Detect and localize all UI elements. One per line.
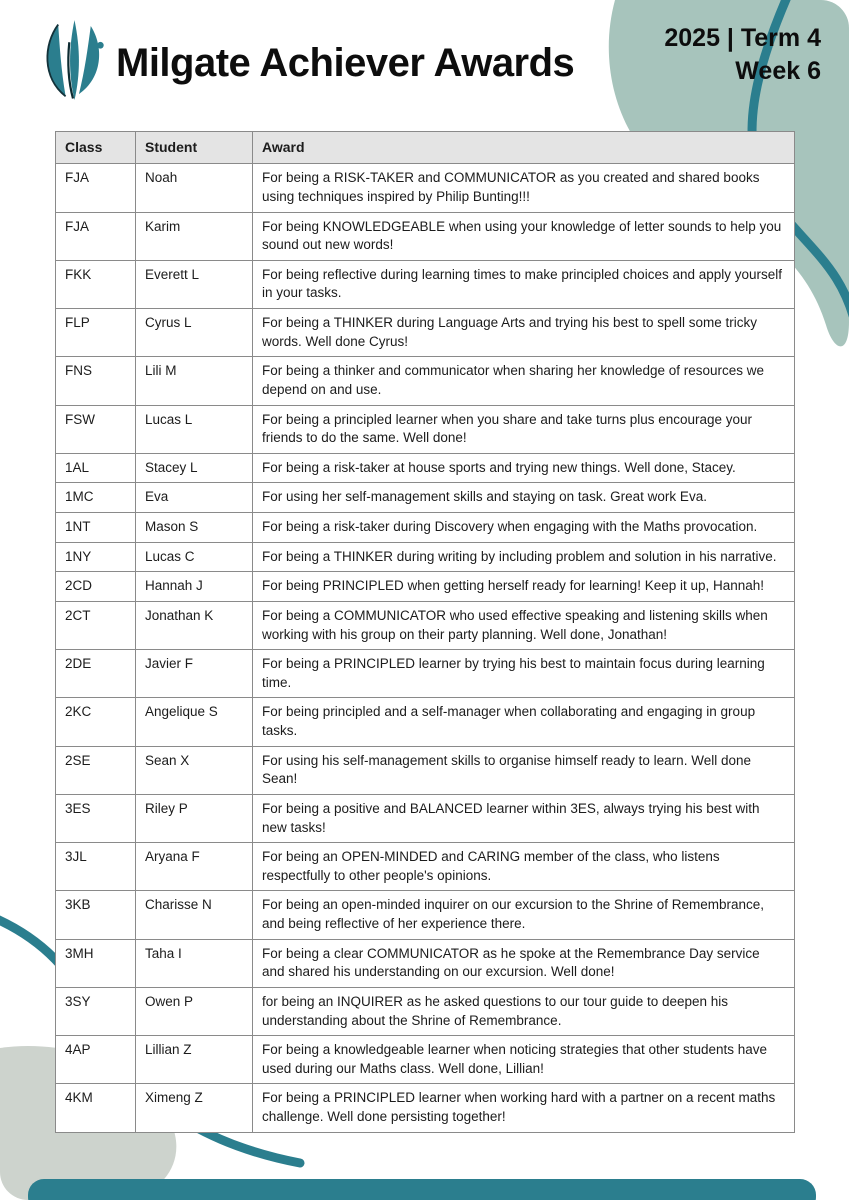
student-cell: Taha I (136, 939, 253, 987)
award-cell: For being PRINCIPLED when getting herself ready for learning! Keep it up, Hannah! (253, 572, 795, 602)
class-cell: 3SY (56, 987, 136, 1035)
award-cell: For being a positive and BALANCED learner within 3ES, always trying his best with new tasks! (253, 794, 795, 842)
table-row (56, 698, 795, 746)
student-cell: Charisse N (136, 891, 253, 939)
class-cell: 2CT (56, 601, 136, 649)
table-row (56, 572, 795, 602)
award-cell: For being an OPEN-MINDED and CARING member of the class, who listens respectfully to other people's opinions. (253, 843, 795, 891)
table-row (56, 987, 795, 1035)
table-header-row (56, 132, 795, 164)
term-line: 2025 | Term 4 (664, 24, 821, 52)
award-cell: For being a COMMUNICATOR who used effective speaking and listening skills when working with his group on their party planning. Well done, Jonathan! (253, 601, 795, 649)
class-cell: 4AP (56, 1036, 136, 1084)
class-cell: FJA (56, 164, 136, 212)
award-cell: For being a principled learner when you share and take turns plus encourage your friends to do the same. Well done! (253, 405, 795, 453)
award-cell: For being KNOWLEDGEABLE when using your knowledge of letter sounds to help you sound out new words! (253, 212, 795, 260)
class-cell: 2SE (56, 746, 136, 794)
student-cell: Javier F (136, 650, 253, 698)
table-row (56, 939, 795, 987)
award-cell: For being principled and a self-manager when collaborating and engaging in group tasks. (253, 698, 795, 746)
table-row (56, 891, 795, 939)
award-cell: for being an INQUIRER as he asked questions to our tour guide to deepen his understanding about the Shrine of Remembrance. (253, 987, 795, 1035)
table-row (56, 513, 795, 543)
milgate-plant-logo-icon (36, 12, 110, 114)
award-cell: For being a RISK-TAKER and COMMUNICATOR as you created and shared books using techniques inspired by Philip Bunting!!! (253, 164, 795, 212)
award-cell: For using his self-management skills to organise himself ready to learn. Well done Sean! (253, 746, 795, 794)
table-row (56, 212, 795, 260)
student-cell: Mason S (136, 513, 253, 543)
table-row (56, 746, 795, 794)
awards-table (55, 131, 795, 1133)
student-cell: Hannah J (136, 572, 253, 602)
term-week-badge (664, 22, 821, 88)
column-header-award: Award (253, 132, 795, 164)
award-cell: For being a THINKER during Language Arts and trying his best to spell some tricky words. Well done Cyrus! (253, 309, 795, 357)
student-cell: Lucas C (136, 542, 253, 572)
table-row (56, 164, 795, 212)
student-cell: Everett L (136, 260, 253, 308)
student-cell: Sean X (136, 746, 253, 794)
award-cell: For being a PRINCIPLED learner by trying his best to maintain focus during learning time. (253, 650, 795, 698)
table-row (56, 260, 795, 308)
student-cell: Stacey L (136, 453, 253, 483)
awards-table-body (56, 164, 795, 1132)
class-cell: 1NY (56, 542, 136, 572)
student-cell: Aryana F (136, 843, 253, 891)
student-cell: Ximeng Z (136, 1084, 253, 1132)
page-title: Milgate Achiever Awards (116, 40, 575, 85)
class-cell: FNS (56, 357, 136, 405)
table-row (56, 309, 795, 357)
bottom-teal-band (28, 1179, 816, 1200)
class-cell: 2KC (56, 698, 136, 746)
table-row (56, 483, 795, 513)
student-cell: Jonathan K (136, 601, 253, 649)
class-cell: 3JL (56, 843, 136, 891)
table-row (56, 453, 795, 483)
table-row (56, 794, 795, 842)
awards-table-container (55, 131, 795, 1133)
class-cell: 2DE (56, 650, 136, 698)
class-cell: 1AL (56, 453, 136, 483)
student-cell: Lillian Z (136, 1036, 253, 1084)
class-cell: FJA (56, 212, 136, 260)
student-cell: Lili M (136, 357, 253, 405)
student-cell: Owen P (136, 987, 253, 1035)
table-row (56, 1084, 795, 1132)
award-cell: For being a risk-taker at house sports and trying new things. Well done, Stacey. (253, 453, 795, 483)
class-cell: 4KM (56, 1084, 136, 1132)
student-cell: Eva (136, 483, 253, 513)
table-row (56, 1036, 795, 1084)
column-header-class: Class (56, 132, 136, 164)
column-header-student: Student (136, 132, 253, 164)
award-cell: For being an open-minded inquirer on our excursion to the Shrine of Remembrance, and being reflective of her experience there. (253, 891, 795, 939)
table-row (56, 405, 795, 453)
student-cell: Noah (136, 164, 253, 212)
award-cell: For being a THINKER during writing by including problem and solution in his narrative. (253, 542, 795, 572)
award-cell: For being a knowledgeable learner when noticing strategies that other students have used during our Maths class. Well done, Lillian! (253, 1036, 795, 1084)
student-cell: Lucas L (136, 405, 253, 453)
table-row (56, 843, 795, 891)
class-cell: FKK (56, 260, 136, 308)
class-cell: FLP (56, 309, 136, 357)
class-cell: FSW (56, 405, 136, 453)
table-row (56, 357, 795, 405)
award-cell: For being a risk-taker during Discovery when engaging with the Maths provocation. (253, 513, 795, 543)
week-line: Week 6 (735, 57, 821, 85)
class-cell: 2CD (56, 572, 136, 602)
award-cell: For being reflective during learning times to make principled choices and apply yourself in your tasks. (253, 260, 795, 308)
class-cell: 3MH (56, 939, 136, 987)
award-cell: For being a thinker and communicator when sharing her knowledge of resources we depend on and use. (253, 357, 795, 405)
table-row (56, 601, 795, 649)
class-cell: 1MC (56, 483, 136, 513)
class-cell: 3KB (56, 891, 136, 939)
student-cell: Cyrus L (136, 309, 253, 357)
award-cell: For being a clear COMMUNICATOR as he spoke at the Remembrance Day service and shared his understanding on our excursion. Well done! (253, 939, 795, 987)
class-cell: 3ES (56, 794, 136, 842)
table-row (56, 542, 795, 572)
student-cell: Karim (136, 212, 253, 260)
award-cell: For being a PRINCIPLED learner when working hard with a partner on a recent maths challenge. Well done persisting together! (253, 1084, 795, 1132)
student-cell: Riley P (136, 794, 253, 842)
table-row (56, 650, 795, 698)
award-cell: For using her self-management skills and staying on task. Great work Eva. (253, 483, 795, 513)
student-cell: Angelique S (136, 698, 253, 746)
class-cell: 1NT (56, 513, 136, 543)
